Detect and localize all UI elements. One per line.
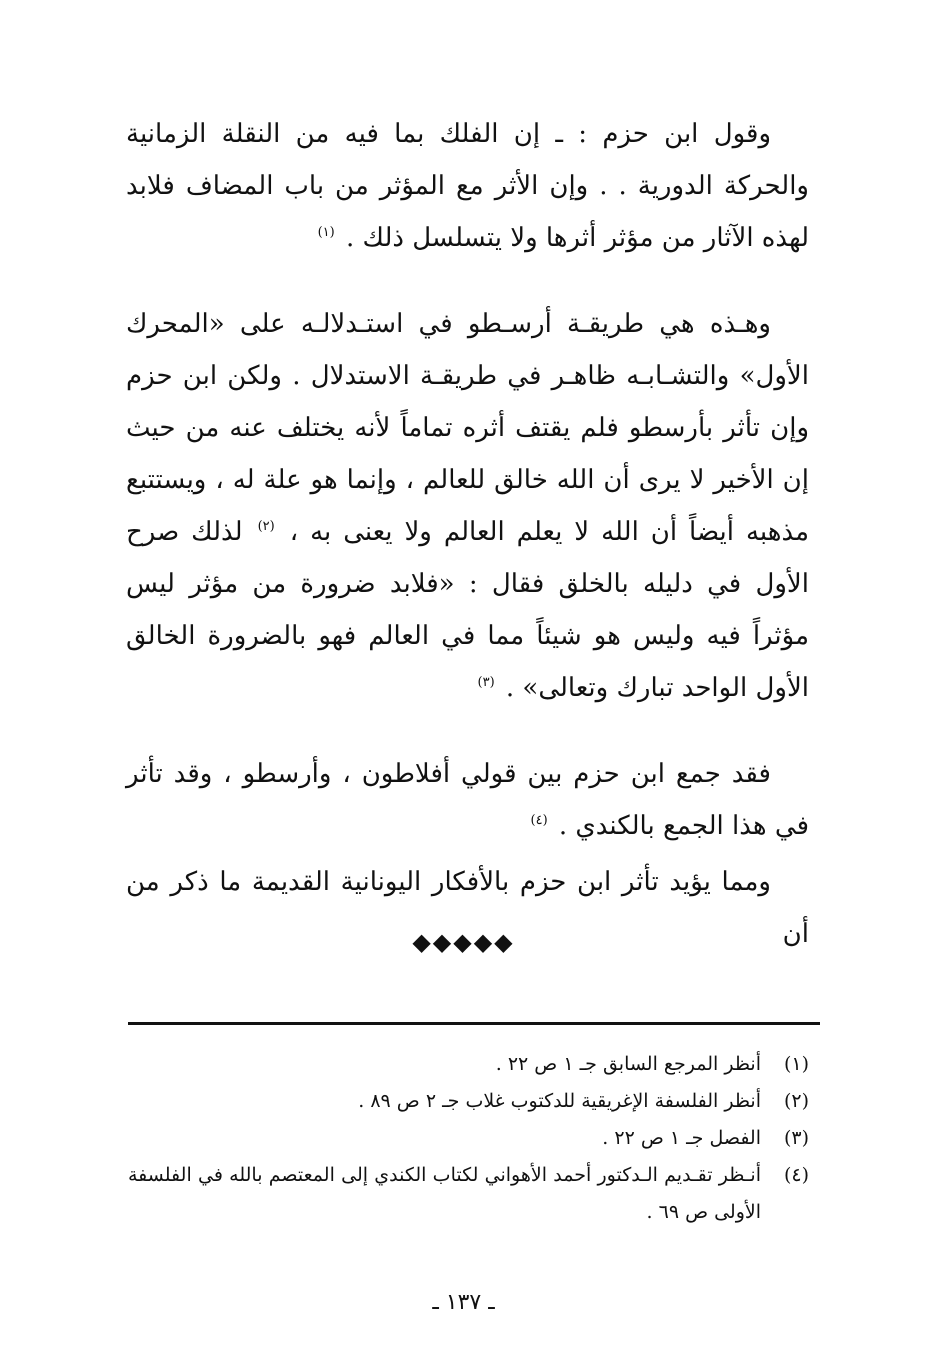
footnote-ref: (٢) <box>257 519 275 535</box>
paragraph-text: ومما يؤيد تأثر ابن حزم بالأفكار اليونانية القديمة ما ذكر من أن <box>126 867 809 949</box>
paragraph-2 <box>126 298 809 714</box>
paragraph-text: فقد جمع ابن حزم بين قولي أفلاطون ، وأرسطو ، وقد تأثر في هذا الجمع بالكندي . <box>126 759 809 841</box>
footnote-divider <box>128 1022 820 1025</box>
paragraph-text: وهـذه هي طريقـة أرسـطو في استـدلالـه على «المحرك الأول» والتشـابـه ظاهـر في طريقـة الاستدلال . ولكن ابن حزم وإن تأثر بأرسطو فلم يقتف أثره تماماً لأنه يختلف عنه من حيث إن الأخير لا يرى أن الله خالق للعالم ، وإنما هو علة له ، ويستتبع مذهبه أيضاً أن الله لا يعلم العالم ولا يعنى به ، <box>126 309 810 547</box>
footnote-ref: (١) <box>317 225 335 241</box>
footnote-item <box>128 1046 809 1083</box>
paragraph-1 <box>126 108 809 264</box>
footnote-ref: (٣) <box>477 675 495 691</box>
footnote-text: أنـظر تقـديم الـدكتور أحمد الأهواني لكتاب الكندي إلى المعتصم بالله في الفلسفة الأولى ص ٦٩ . <box>128 1164 761 1223</box>
footnote-number: (٢) <box>783 1090 809 1112</box>
footnote-ref: (٤) <box>530 813 548 829</box>
body-text <box>126 108 809 960</box>
footnote-item <box>128 1083 809 1120</box>
footnote-number: (٤) <box>783 1164 809 1186</box>
paragraph-text: وقول ابن حزم : ـ إن الفلك بما فيه من النقلة الزمانية والحركة الدورية . . وإن الأثر مع المؤثر من باب المضاف فلابد لهذه الآثار من مؤثر أثرها ولا يتسلسل ذلك . <box>126 119 809 253</box>
footnote-item <box>128 1120 809 1157</box>
section-separator: ◆◆◆◆◆ <box>412 928 515 956</box>
paragraph-text: لذلك صرح الأول في دليله بالخلق فقال : «فلابد ضرورة من مؤثر ليس مؤثراً فيه وليس هو شيئاً مما في العالم فهو بالضرورة الخالق الأول الواحد تبارك وتعالى» . <box>126 517 809 703</box>
footnote-text: الفصل جـ ١ ص ٢٢ . <box>602 1127 761 1149</box>
footnotes <box>128 1046 809 1231</box>
paragraph-3 <box>126 748 809 852</box>
footnote-text: أنظر الفلسفة الإغريقية للدكتوب غلاب جـ ٢ ص ٨٩ . <box>358 1090 761 1112</box>
footnote-item <box>128 1157 809 1231</box>
footnote-text: أنظر المرجع السابق جـ ١ ص ٢٢ . <box>495 1053 761 1075</box>
page-number: ـ ١٣٧ ـ <box>432 1290 495 1315</box>
footnote-number: (٣) <box>783 1127 809 1149</box>
footnote-number: (١) <box>783 1053 809 1075</box>
